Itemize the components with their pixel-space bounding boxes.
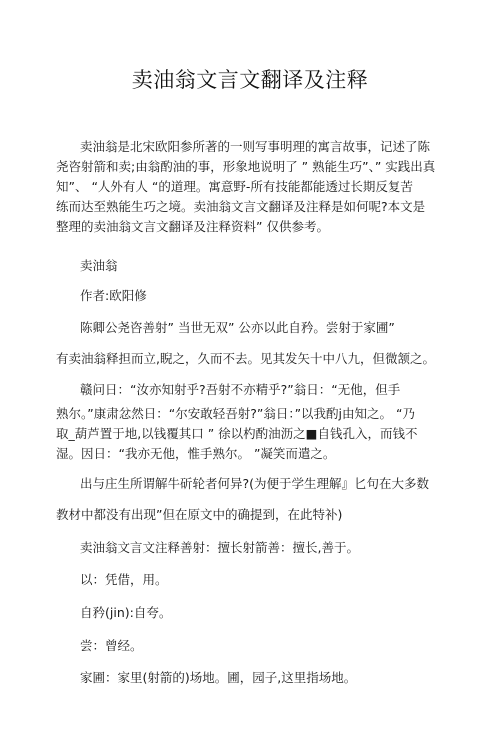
- dialogue-line: 取_葫芦置于地,以钱覆其口 ” 徐以杓酌油沥之■自钱孔入，而钱不: [56, 426, 418, 441]
- annotation-line: 以：凭借，用。: [80, 572, 168, 587]
- document-title: 卖油翁文言文翻译及注释: [131, 68, 369, 92]
- annotation-line: 自矜(jin):自夸。: [80, 605, 172, 620]
- annotation-line: 卖油翁文言文注释善射：擅长射箭善：擅长,善于。: [80, 540, 359, 555]
- text-paragraph: 陈卿公尧咨善射” 当世无双” 公亦以此自矜。尝射于家圃”: [80, 320, 395, 335]
- section-heading: 卖油翁: [80, 258, 118, 273]
- dialogue-line: 熟尔。”康肃忿然日：“尔安敢轻吾射?”翁日：”以我酌j由知之。 “乃: [56, 406, 415, 421]
- text-paragraph: 教材中都没有出现”但在原文中的确提到，在此特补): [56, 507, 343, 522]
- intro-line: 练而达至熟能生巧之境。卖油翁文言文翻译及注释是如何呢?本文是: [56, 199, 426, 214]
- intro-paragraph: [56, 137, 456, 237]
- intro-line: 整理的卖油翁文言文翻译及注释资料” 仅供参考。: [56, 219, 329, 234]
- dialogue-paragraph: [56, 380, 417, 464]
- dialogue-line: 湿。因日：“我亦无他，惟手熟尔。 ”凝笑而遣之。: [56, 446, 336, 461]
- dialogue-line: 赣问日：“汝亦知射乎?吾射不亦精乎?”翁日：“无他，但手: [80, 382, 401, 397]
- intro-line: 知”、 “人外有人 “的道理。寓意野-所有技能都能透过长期反复苦: [56, 179, 413, 194]
- annotation-line: 家圃：家里(射箭的)场地。圃，园子,这里指场地。: [80, 670, 357, 685]
- text-paragraph: 有卖油翁释担而立,睨之，久而不去。见其发矢十中八九，但微颔之。: [56, 351, 435, 366]
- author-line: 作者:欧阳修: [80, 288, 147, 303]
- intro-line: 卖油翁是北宋欧阳参所著的一则写事明理的寓言故事，记述了陈: [80, 139, 431, 154]
- annotation-line: 尝：曾经。: [80, 638, 143, 653]
- intro-line: 尧咨射箭和卖;由翁酌油的事，形象地说明了 ” 熟能生巧”、” 实践出真: [56, 159, 436, 174]
- text-paragraph: 出与庄生所谓解牛斫轮者何异?(为便于学生理解』匕句在大多数: [80, 476, 430, 491]
